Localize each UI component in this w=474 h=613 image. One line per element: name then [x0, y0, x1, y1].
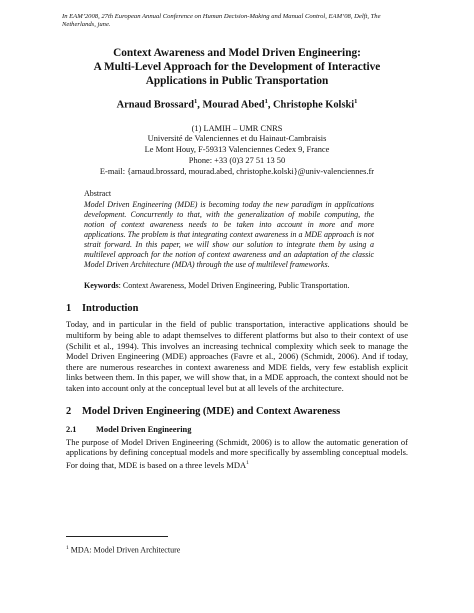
mde-paragraph-text: The purpose of Model Driven Engineering (Schmidt, 2006) is to allow the automatic generation of applications by defining conceptual models and more specifically by assembling conceptual models. For doing that, MDE is based on a three levels MDA: [66, 436, 408, 470]
affiliation-phone: Phone: +33 (0)3 27 51 13 50: [188, 156, 286, 166]
affiliation-university: Université de Valenciennes et du Hainaut-Cambraisis: [147, 134, 327, 144]
author-affiliation-mark: 1: [264, 98, 268, 106]
author-affiliation-mark: 1: [354, 98, 358, 106]
section-number: 2: [66, 405, 72, 417]
abstract-heading: Abstract: [84, 188, 112, 198]
affiliation-lab: (1) LAMIH – UMR CNRS: [191, 123, 283, 133]
title-line: A Multi-Level Approach for the Development of Interactive: [93, 61, 381, 73]
subsection-number: 2.1: [66, 424, 77, 434]
abstract-text: Model Driven Engineering (MDE) is becoming today the new paradigm in applications development. Concurrently to that, with the generalization of mobile computing, the notion of context awareness needs to be taken into account in more and more applications. The problem is that integrating context awareness in a MDE approach is not strait forward. In this paper, we will show our solution to integrate them by using a multilevel approach for the notion of context awareness and an adaptation of the classic Model Driven Architecture (MDA) through the use of multilevel frameworks.: [84, 199, 374, 270]
subsection-title: Model Driven Engineering: [96, 424, 192, 434]
abstract: [84, 189, 374, 271]
paper-title: [66, 47, 408, 88]
footnote: [66, 545, 180, 555]
footnote-text: MDA: Model Driven Architecture: [68, 545, 181, 555]
keywords-text: : Context Awareness, Model Driven Engineering, Public Transportation.: [118, 281, 350, 291]
title-line: Context Awareness and Model Driven Engineering:: [113, 47, 361, 60]
author-name: Arnaud Brossard: [116, 99, 195, 111]
section-number: 1: [66, 303, 72, 315]
author-name: Christophe Kolski: [273, 99, 355, 111]
affiliation-email: E-mail: {arnaud.brossard, mourad.abed, christophe.kolski}@univ-valenciennes.fr: [99, 166, 375, 176]
section-heading-mde: [66, 406, 408, 417]
keywords-label: Keywords: [84, 281, 119, 291]
author-affiliation-mark: 1: [194, 98, 198, 106]
section-title: Introduction: [82, 303, 139, 315]
keywords: [84, 281, 374, 291]
conference-header-note: In EAM’2008, 27th European Annual Conference on Human Decision-Making and Manual Control, EAM’08, Delft, The Netherlands, june.: [62, 13, 381, 29]
footnote-reference: 1: [246, 459, 249, 466]
affiliation-block: [66, 124, 408, 178]
introduction-paragraph: Today, and in particular in the field of public transportation, interactive applications should be multiform by being able to adapt themselves to different platforms but also to their context of use (Schilit et al., 1994). This involves an increasing technical complexity which seek to manage the Model Driven Engineering (MDE) approaches (Favre et al., 2006) (Schmidt, 2006). And if today, there are numerous researches in context awareness and MDE fields, very few establish explicit links between them. In this paper, we will show that, in a MDE approach, the context should not be taken into account only at the conceptual level but at all levels of the architecture.: [66, 319, 408, 394]
mde-paragraph: [66, 437, 408, 471]
affiliation-address: Le Mont Houy, F-59313 Valenciennes Cedex 9, France: [144, 145, 330, 155]
title-line: Applications in Public Transportation: [145, 74, 329, 87]
author-list: [66, 98, 408, 110]
footnote-mark: 1: [66, 545, 69, 551]
footnote-divider: [66, 536, 168, 537]
section-heading-introduction: [66, 303, 408, 314]
section-title: Model Driven Engineering (MDE) and Context Awareness: [82, 405, 341, 417]
author-separator: ,: [197, 99, 203, 111]
author-separator: ,: [267, 99, 274, 111]
author-name: Mourad Abed: [202, 99, 265, 111]
subsection-heading: [66, 425, 408, 434]
